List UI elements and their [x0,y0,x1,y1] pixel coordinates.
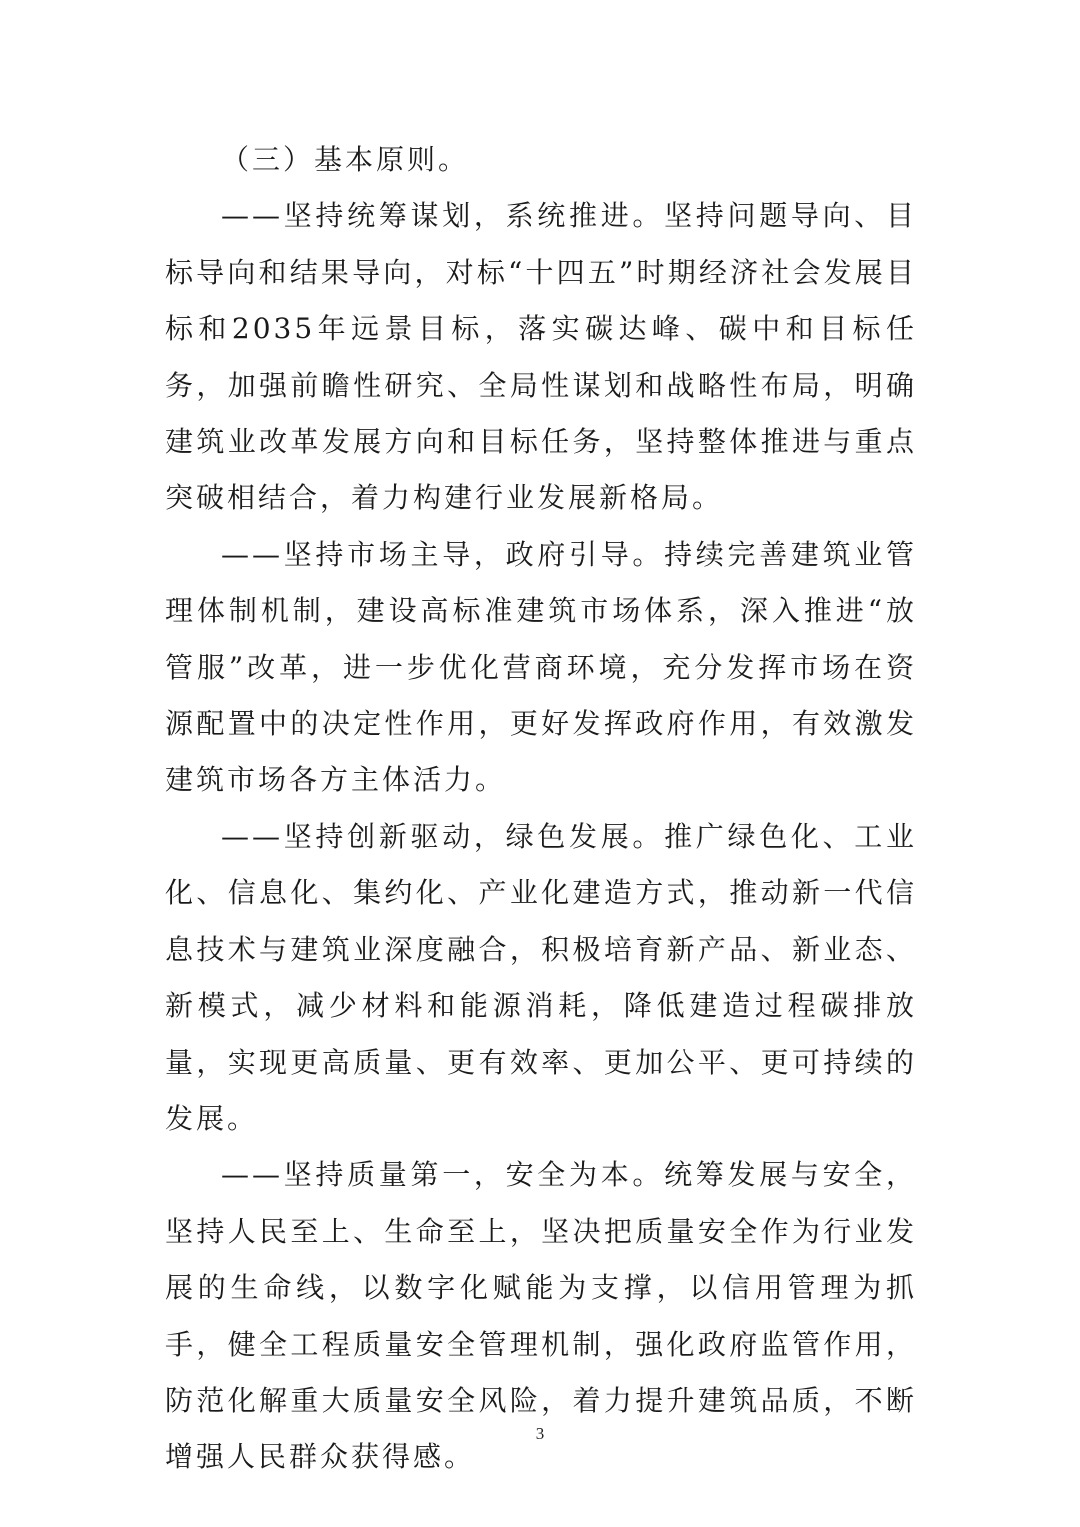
paragraph-coordinated-planning: ——坚持统筹谋划，系统推进。坚持问题导向、目标导向和结果导向，对标“十四五”时期经济社会发展目标和2035年远景目标，落实碳达峰、碳中和目标任务，加强前瞻性研究、全局性谋划和战略性布局，明确建筑业改革发展方向和目标任务，坚持整体推进与重点突破相结合，着力构建行业发展新格局。 [165,199,917,515]
paragraph-market-led: ——坚持市场主导，政府引导。持续完善建筑业管理体制机制，建设高标准建筑市场体系，深入推进“放管服”改革，进一步优化营商环境，充分发挥市场在资源配置中的决定性作用，更好发挥政府作用，有效激发建筑市场各方主体活力。 [165,537,917,797]
paragraph-innovation-green: ——坚持创新驱动，绿色发展。推广绿色化、工业化、信息化、集约化、产业化建造方式，推动新一代信息技术与建筑业深度融合，积极培育新产品、新业态、新模式，减少材料和能源消耗，降低建造过程碳排放量，实现更高质量、更有效率、更加公平、更可持续的发展。 [165,819,917,1135]
section-heading: （三）基本原则。 [221,143,470,176]
document-body [165,132,917,1486]
page-number: 3 [535,1424,545,1443]
paragraph-quality-safety: ——坚持质量第一，安全为本。统筹发展与安全，坚持人民至上、生命至上，坚决把质量安全作为行业发展的生命线，以数字化赋能为支撑，以信用管理为抓手，健全工程质量安全管理机制，强化政府监管作用，防范化解重大质量安全风险，着力提升建筑品质，不断增强人民群众获得感。 [165,1158,917,1474]
